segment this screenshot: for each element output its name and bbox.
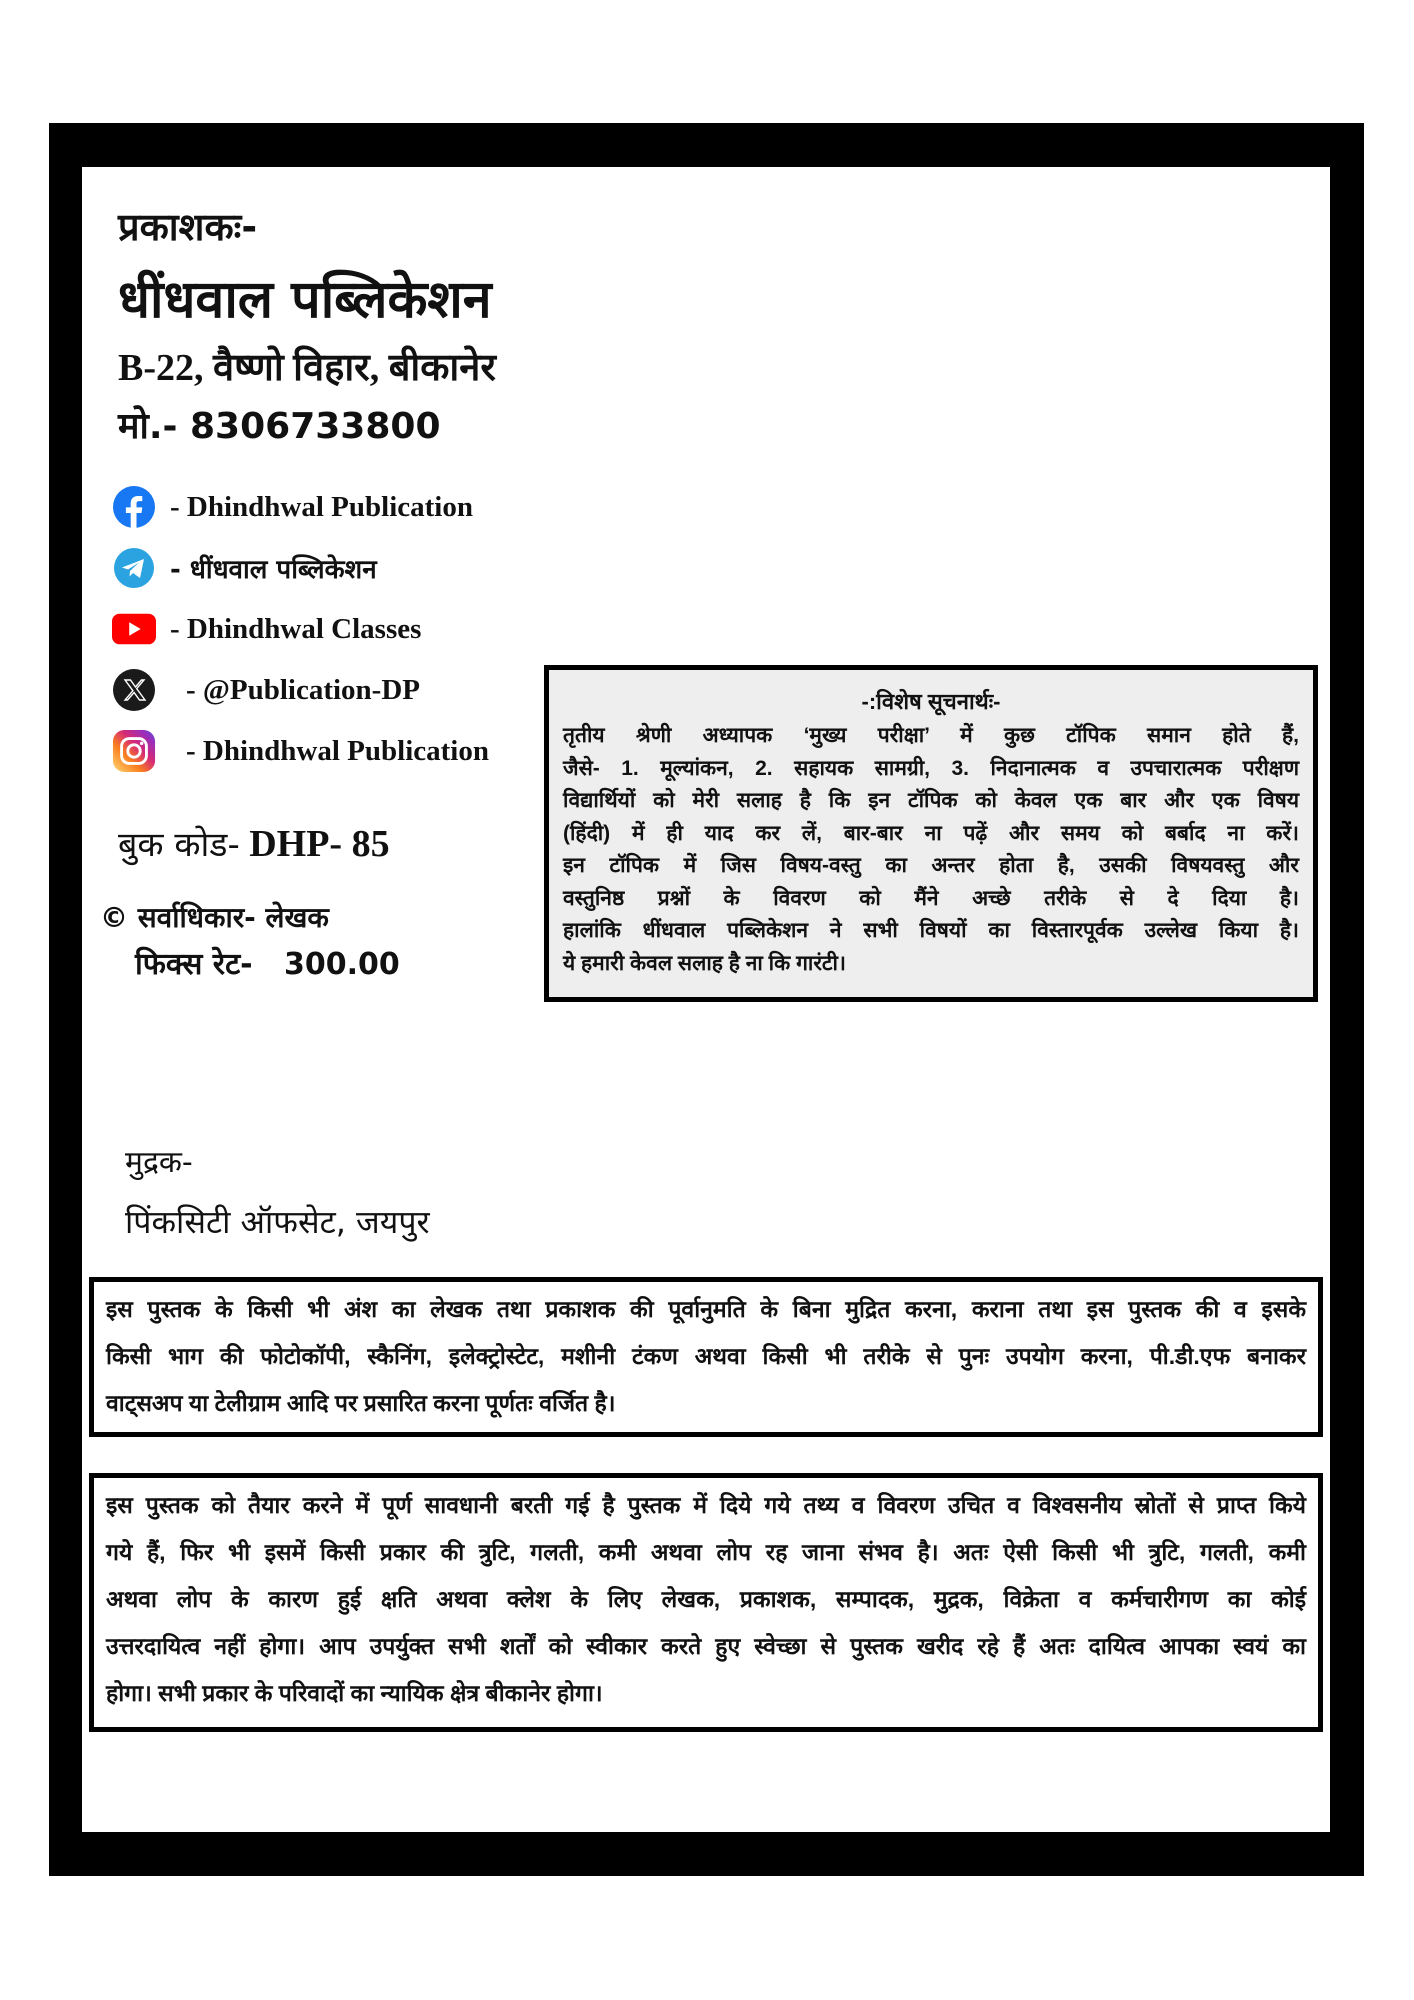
publisher-label: प्रकाशकः-	[118, 205, 258, 249]
x-icon	[112, 668, 156, 712]
telegram-handle: - धींधवाल पब्लिकेशन	[170, 555, 377, 585]
youtube-icon	[112, 607, 156, 651]
youtube-handle: - Dhindhwal Classes	[170, 612, 422, 645]
printer-name: पिंकसिटी ऑफसेट, जयपुर	[125, 1203, 430, 1241]
price-value: 300.00	[283, 947, 400, 982]
publisher-phone: मो.- 8306733800	[118, 406, 441, 447]
instagram-icon	[112, 729, 156, 773]
social-facebook[interactable]	[112, 478, 489, 536]
legal-line: इस पुस्तक के किसी भी अंश का लेखक तथा प्रकाशक की पूर्वानुमति के बिना मुद्रित करना, कराना तथा इस पुस्तक की व इसके	[106, 1296, 1306, 1322]
disclaimer-box	[89, 1473, 1323, 1732]
x-handle: - @Publication-DP	[186, 673, 420, 706]
copyright-restriction-box	[89, 1277, 1323, 1437]
notice-line: विद्यार्थियों को मेरी सलाह है कि इन टॉपिक को केवल एक बार और एक विषय	[563, 789, 1299, 812]
social-links	[112, 478, 489, 783]
notice-line: तृतीय श्रेणी अध्यापक ‘मुख्य परीक्षा’ में कुछ टॉपिक समान होते हैं,	[563, 724, 1299, 747]
facebook-handle: - Dhindhwal Publication	[170, 490, 473, 523]
book-code-label: बुक कोड-	[118, 825, 240, 865]
social-x[interactable]	[112, 661, 489, 719]
notice-line: ये हमारी केवल सलाह है ना कि गारंटी।	[563, 951, 846, 975]
notice-line: हालांकि धींधवाल पब्लिकेशन ने सभी विषयों का विस्तारपूर्वक उल्लेख किया है।	[563, 919, 1299, 942]
notice-line: वस्तुनिष्ठ प्रश्नों के विवरण को मैंने अच्छे तरीके से दे दिया है।	[563, 886, 1299, 910]
legal-line: गये हैं, फिर भी इसमें किसी प्रकार की त्रुटि, गलती, कमी अथवा लोप रह जाना संभव है। अतः ऐसी किसी भी त्रुटि, गलती, कमी	[106, 1539, 1306, 1565]
legal-line: इस पुस्तक को तैयार करने में पूर्ण सावधानी बरती गई है पुस्तक में दिये गये तथ्य व विवरण उचित व विश्वसनीय स्रोतों से प्राप्त किये	[106, 1492, 1306, 1518]
notice-body	[549, 716, 1313, 980]
notice-line: जैसे- 1. मूल्यांकन, 2. सहायक सामग्री, 3. निदानात्मक व उपचारात्मक परीक्षण	[563, 756, 1299, 780]
book-code-value: DHP- 85	[249, 823, 390, 865]
fixed-price	[135, 942, 400, 983]
notice-line: इन टॉपिक में जिस विषय-वस्तु का अन्तर होता है, उसकी विषयवस्तु और	[563, 854, 1299, 877]
special-notice-box	[544, 665, 1318, 1002]
book-code	[118, 820, 390, 866]
legal-line: होगा। सभी प्रकार के परिवादों का न्यायिक क्षेत्र बीकानेर होगा।	[106, 1680, 603, 1706]
copyright-notice: © सर्वाधिकार- लेखक	[100, 901, 329, 934]
telegram-icon	[112, 546, 156, 590]
notice-line: (हिंदी) में ही याद कर लें, बार-बार ना पढ़ें और समय को बर्बाद ना करें।	[563, 821, 1299, 845]
instagram-handle: - Dhindhwal Publication	[186, 734, 489, 767]
printer-label: मुद्रक-	[125, 1145, 193, 1180]
price-label: फिक्स रेट-	[135, 947, 253, 982]
notice-title: -:विशेष सूचनार्थः-	[861, 689, 1001, 714]
facebook-icon	[112, 485, 156, 529]
social-instagram[interactable]	[112, 722, 489, 780]
social-youtube[interactable]	[112, 600, 489, 658]
legal-line: अथवा लोप के कारण हुई क्षति अथवा क्लेश के लिए लेखक, प्रकाशक, सम्पादक, मुद्रक, विक्रेता व कर्मचारीगण का कोई	[106, 1586, 1306, 1612]
social-telegram[interactable]	[112, 539, 489, 597]
legal-line: वाट्सअप या टेलीग्राम आदि पर प्रसारित करना पूर्णतः वर्जित है।	[106, 1390, 616, 1416]
publisher-name: धींधवाल पब्लिकेशन	[118, 270, 492, 330]
publisher-address: B-22, वैष्णो विहार, बीकानेर	[118, 347, 496, 389]
legal-line: उत्तरदायित्व नहीं होगा। आप उपर्युक्त सभी शर्तों को स्वीकार करते हुए स्वेच्छा से पुस्तक खरीद रहे हैं अतः दायित्व आपका स्वयं का	[106, 1633, 1306, 1659]
legal-line: किसी भाग की फोटोकॉपी, स्कैनिंग, इलेक्ट्रोस्टेट, मशीनी टंकण अथवा किसी भी तरीके से पुनः उपयोग करना, पी.डी.एफ बनाकर	[106, 1343, 1306, 1369]
